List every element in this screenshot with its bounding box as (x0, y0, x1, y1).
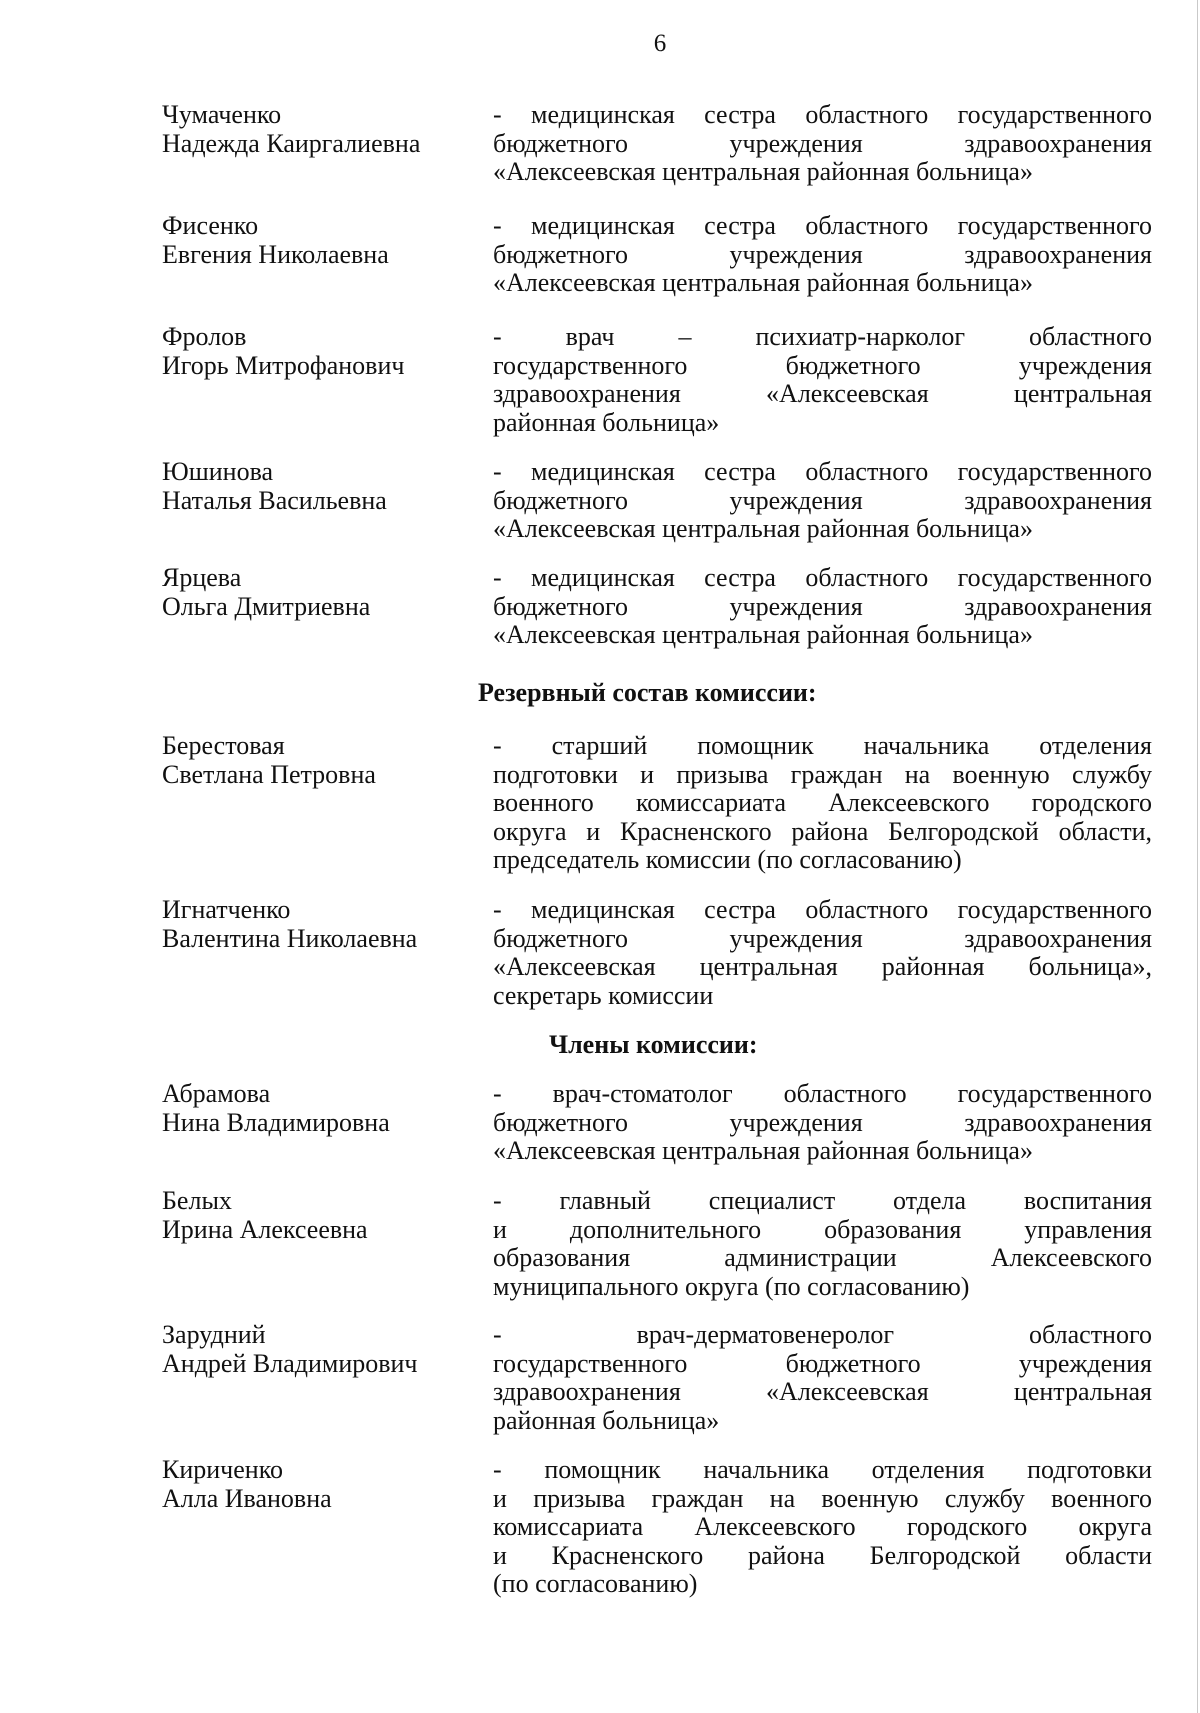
person-name (162, 323, 482, 380)
desc-line: «Алексеевская центральная районная больница» (493, 514, 1033, 543)
given-names: Ольга Дмитриевна (162, 591, 371, 621)
position-description (493, 101, 1152, 187)
desc-line: бюджетного учреждения здравоохранения (493, 1107, 1152, 1137)
desc-line: здравоохранения «Алексеевская центральная (493, 379, 1152, 408)
surname: Кириченко (162, 1455, 284, 1484)
position-description (493, 1321, 1152, 1435)
surname: Юшинова (162, 457, 274, 486)
desc-line: округа и Красненского района Белгородской области, (493, 816, 1152, 846)
desc-line: «Алексеевская центральная районная больница» (493, 620, 1033, 649)
desc-line: государственного бюджетного учреждения (493, 350, 1152, 380)
desc-line: (по согласованию) (493, 1569, 698, 1598)
surname: Белых (162, 1186, 232, 1215)
desc-line: - медицинская сестра областного государственного (493, 211, 1152, 240)
surname: Чумаченко (162, 100, 282, 129)
person-name (162, 564, 482, 621)
desc-line: - медицинская сестра областного государственного (493, 100, 1152, 129)
person-name (162, 896, 482, 953)
scan-edge-line (1197, 0, 1198, 1713)
desc-line: «Алексеевская центральная районная больница» (493, 157, 1033, 186)
given-names: Игорь Митрофанович (162, 350, 405, 380)
desc-line: «Алексеевская центральная районная больница» (493, 1136, 1033, 1165)
position-description (493, 458, 1152, 544)
surname: Ярцева (162, 563, 242, 592)
desc-line: «Алексеевская центральная районная больница», (493, 952, 1152, 981)
desc-line: председатель комиссии (по согласованию) (493, 845, 962, 874)
position-description (493, 732, 1152, 875)
desc-line: и призыва граждан на военную службу военного (493, 1483, 1152, 1513)
position-description (493, 1080, 1152, 1166)
surname: Фисенко (162, 211, 259, 240)
desc-line: подготовки и призыва граждан на военную службу (493, 759, 1152, 789)
given-names: Светлана Петровна (162, 759, 376, 789)
desc-line: военного комиссариата Алексеевского городского (493, 788, 1152, 817)
desc-line: и дополнительного образования управления (493, 1214, 1152, 1244)
desc-line: - помощник начальника отделения подготовки (493, 1455, 1152, 1484)
surname: Зарудний (162, 1320, 266, 1349)
person-name (162, 1080, 482, 1137)
given-names: Андрей Владимирович (162, 1348, 418, 1378)
desc-line: здравоохранения «Алексеевская центральная (493, 1377, 1152, 1406)
desc-line: бюджетного учреждения здравоохранения (493, 239, 1152, 269)
desc-line: бюджетного учреждения здравоохранения (493, 485, 1152, 515)
given-names: Алла Ивановна (162, 1483, 332, 1513)
person-name (162, 1456, 482, 1513)
position-description (493, 212, 1152, 298)
desc-line: муниципального округа (по согласованию) (493, 1271, 970, 1301)
section-heading-reserve: Резервный состав комиссии: (478, 678, 817, 707)
desc-line: - главный специалист отдела воспитания (493, 1186, 1152, 1215)
person-name (162, 1321, 482, 1378)
person-name (162, 101, 482, 158)
position-description (493, 1187, 1152, 1301)
desc-line: - старший помощник начальника отделения (493, 731, 1152, 760)
desc-line: бюджетного учреждения здравоохранения (493, 591, 1152, 621)
desc-line: - медицинская сестра областного государственного (493, 457, 1152, 486)
desc-line: районная больница» (493, 1405, 720, 1435)
position-description (493, 896, 1152, 1010)
desc-line: бюджетного учреждения здравоохранения (493, 128, 1152, 158)
position-description (493, 564, 1152, 650)
surname: Абрамова (162, 1079, 271, 1108)
page-number: 6 (653, 30, 667, 57)
given-names: Надежда Каиргалиевна (162, 128, 421, 158)
given-names: Ирина Алексеевна (162, 1214, 368, 1244)
surname: Фролов (162, 322, 247, 351)
given-names: Валентина Николаевна (162, 923, 418, 953)
desc-line: бюджетного учреждения здравоохранения (493, 923, 1152, 953)
surname: Игнатченко (162, 895, 291, 924)
person-name (162, 458, 482, 515)
section-heading-members: Члены комиссии: (549, 1030, 758, 1059)
given-names: Нина Владимировна (162, 1107, 390, 1137)
person-name (162, 732, 482, 789)
desc-line: - медицинская сестра областного государственного (493, 895, 1152, 924)
desc-line: «Алексеевская центральная районная больница» (493, 268, 1033, 297)
surname: Берестовая (162, 731, 285, 760)
desc-line: - врач-стоматолог областного государственного (493, 1079, 1152, 1108)
position-description (493, 1456, 1152, 1599)
person-name (162, 212, 482, 269)
desc-line: секретарь комиссии (493, 980, 714, 1010)
person-name (162, 1187, 482, 1244)
desc-line: - медицинская сестра областного государственного (493, 563, 1152, 592)
desc-line: районная больница» (493, 407, 720, 437)
desc-line: - врач – психиатр-нарколог областного (493, 322, 1152, 351)
given-names: Наталья Васильевна (162, 485, 387, 515)
desc-line: - врач-дерматовенеролог областного (493, 1320, 1152, 1349)
position-description (493, 323, 1152, 437)
desc-line: образования администрации Алексеевского (493, 1243, 1152, 1272)
desc-line: и Красненского района Белгородской области (493, 1540, 1152, 1570)
desc-line: государственного бюджетного учреждения (493, 1348, 1152, 1378)
given-names: Евгения Николаевна (162, 239, 389, 269)
desc-line: комиссариата Алексеевского городского округа (493, 1512, 1152, 1541)
